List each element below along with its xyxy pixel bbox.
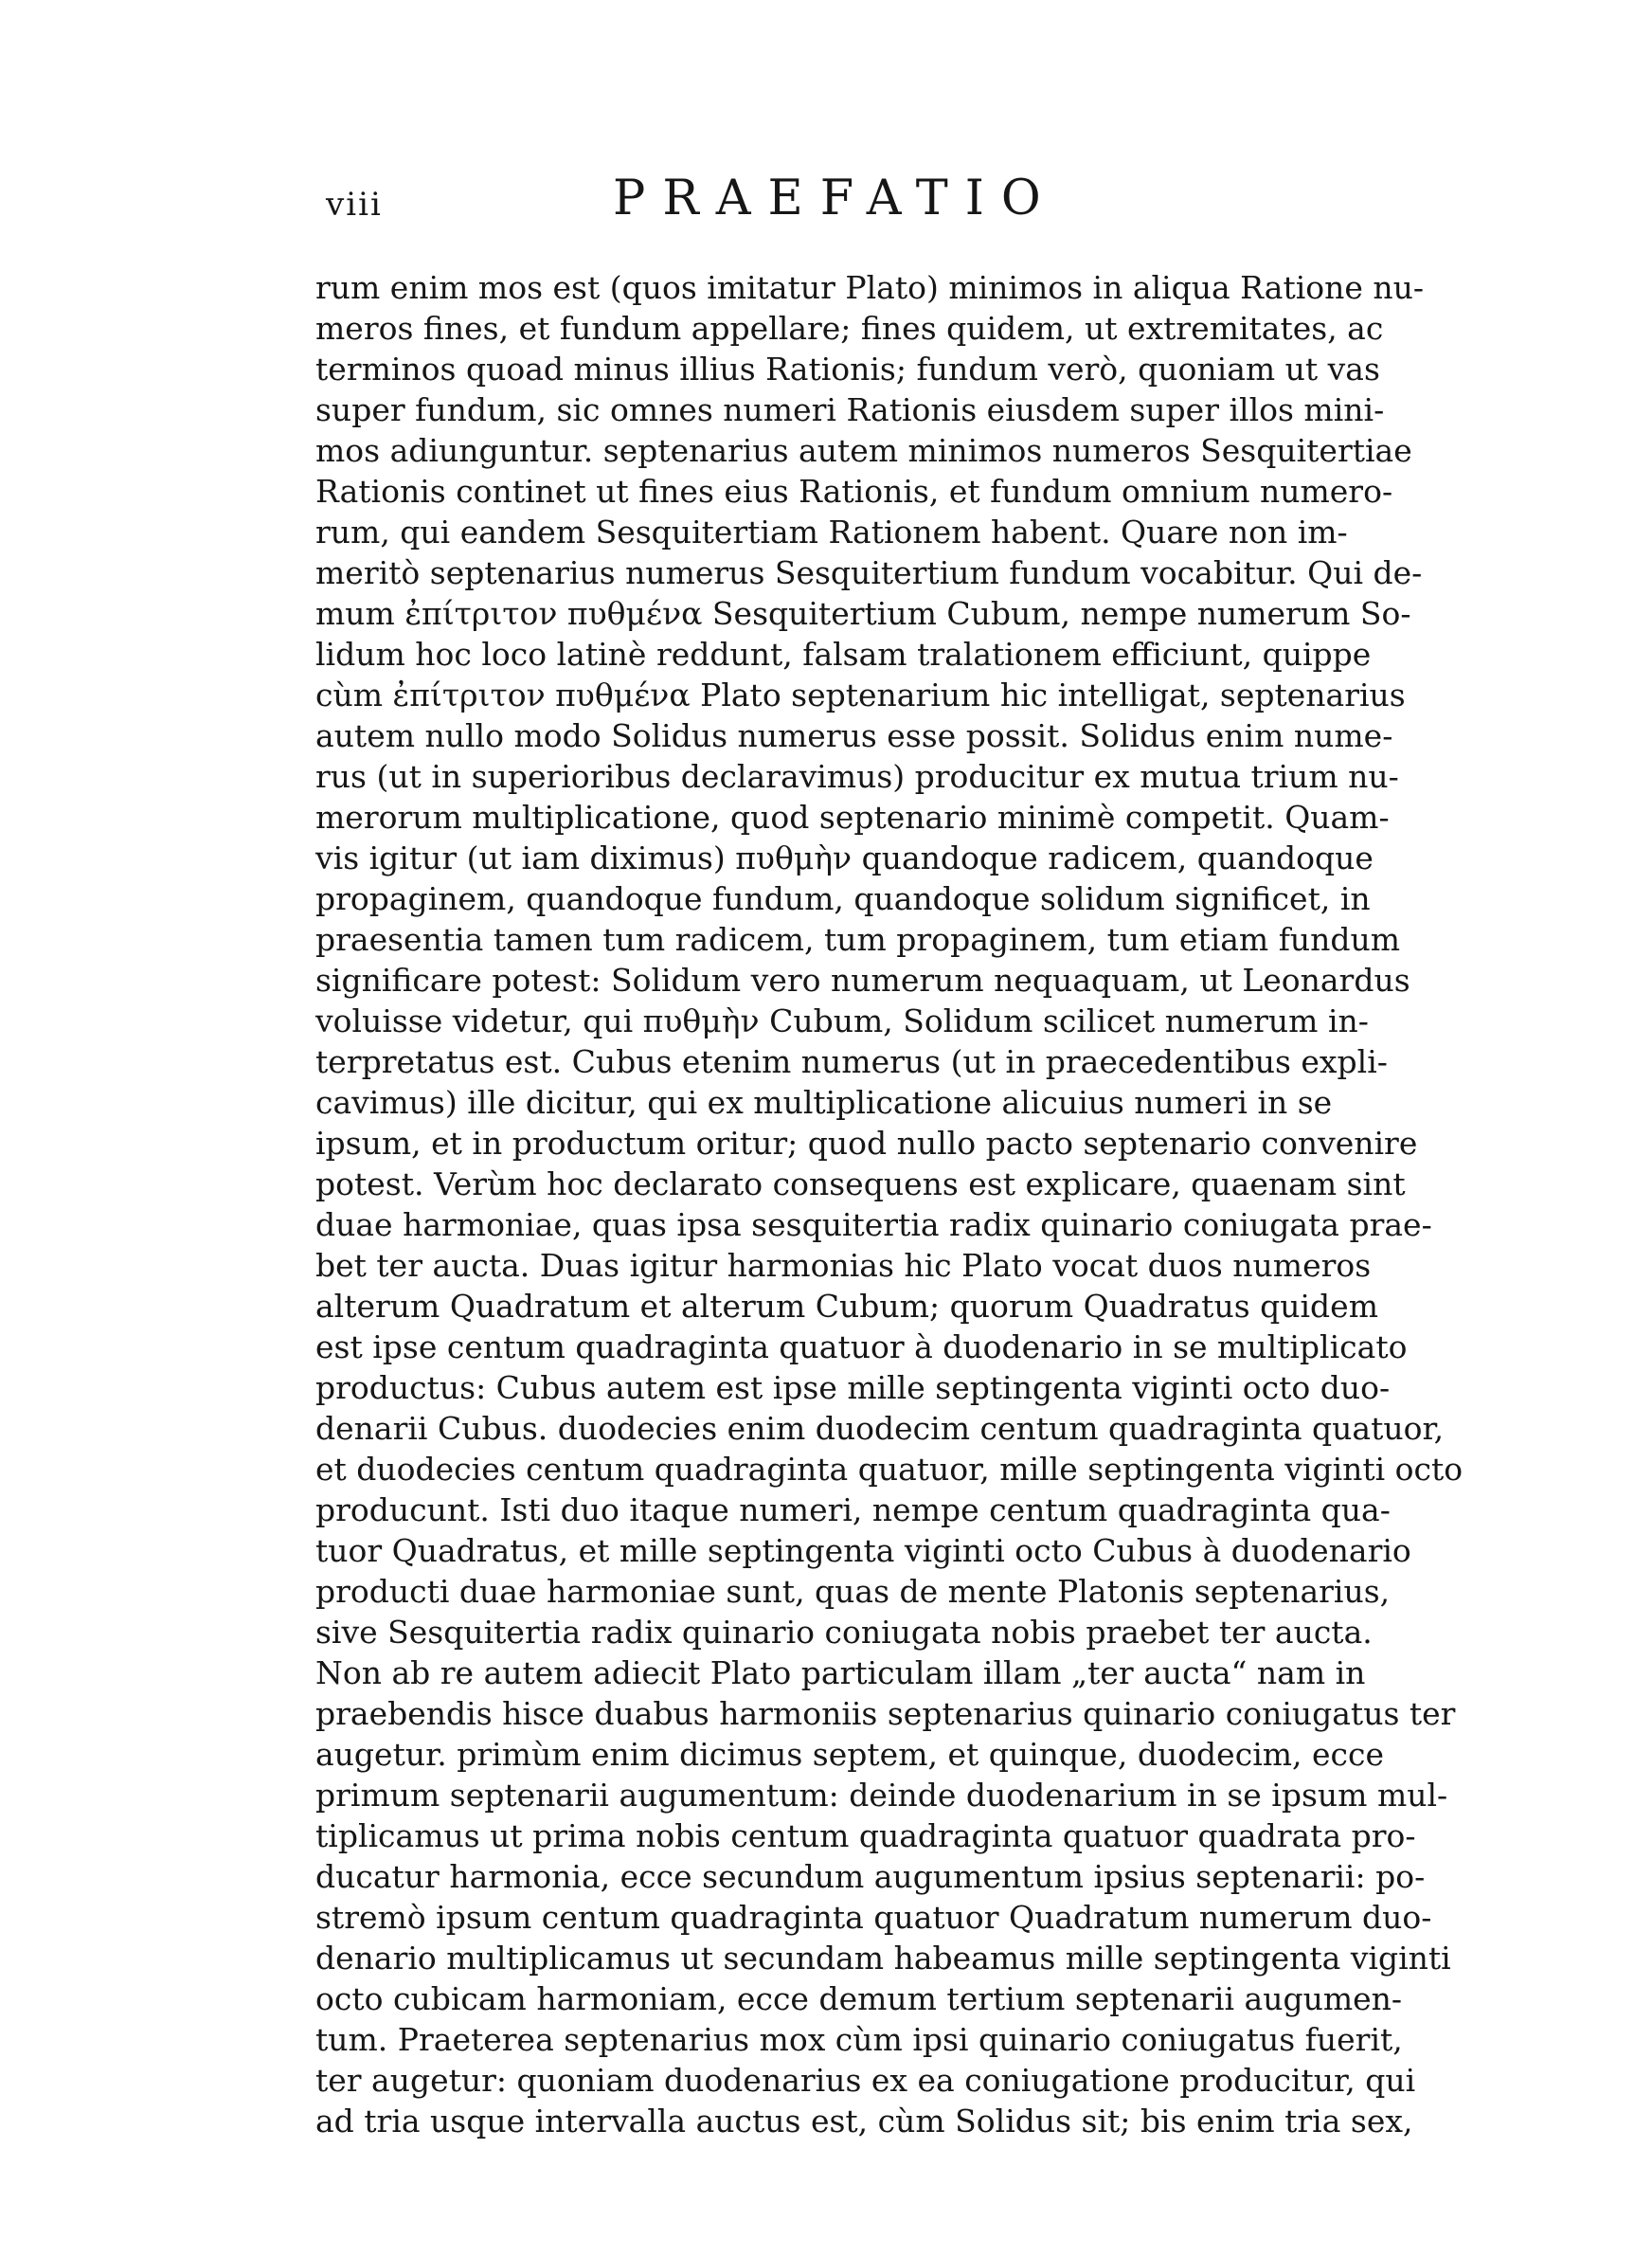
text-line: ad tria usque intervalla auctus est, cùm Solidus sit; bis enim tria sex, (315, 2103, 1413, 2140)
text-line: ter augetur: quoniam duodenarius ex ea coniugatione producitur, qui (315, 2062, 1416, 2099)
text-line: voluisse videtur, qui πυθμὴν Cubum, Solidum scilicet numerum in- (315, 1002, 1369, 1039)
text-line: praebendis hisce duabus harmoniis septenarius quinario coniugatus ter (315, 1695, 1456, 1732)
text-line: producti duae harmoniae sunt, quas de mente Platonis septenarius, (315, 1573, 1391, 1610)
text-line: meritò septenarius numerus Sesquitertium fundum vocabitur. Qui de- (315, 554, 1423, 591)
text-line: meros fines, et fundum appellare; fines quidem, ut extremitates, ac (315, 310, 1384, 347)
text-line: potest. Verùm hoc declarato consequens est explicare, quaenam sint (315, 1165, 1406, 1202)
text-line: Rationis continet ut fines eius Rationis, et fundum omnium numero- (315, 473, 1393, 510)
text-line: rum, qui eandem Sesquitertiam Rationem habent. Quare non im- (315, 514, 1348, 551)
body-text (315, 267, 1463, 2141)
text-line: tuor Quadratus, et mille septingenta viginti octo Cubus à duodenario (315, 1532, 1411, 1569)
text-line: mos adiunguntur. septenarius autem minimos numeros Sesquitertiae (315, 432, 1412, 469)
text-line: productus: Cubus autem est ipse mille septingenta viginti octo duo- (315, 1369, 1391, 1406)
text-line: ipsum, et in productum oritur; quod nullo pacto septenario convenire (315, 1125, 1418, 1162)
text-line: est ipse centum quadraginta quatuor à duodenario in se multiplicato (315, 1328, 1408, 1365)
text-line: rus (ut in superioribus declaravimus) producitur ex mutua trium nu- (315, 758, 1399, 795)
text-line: duae harmoniae, quas ipsa sesquitertia radix quinario coniugata prae- (315, 1206, 1432, 1243)
text-line: augetur. primùm enim dicimus septem, et quinque, duodecim, ecce (315, 1736, 1385, 1773)
text-line: producunt. Isti duo itaque numeri, nempe centum quadraginta qua- (315, 1491, 1391, 1528)
text-line: terpretatus est. Cubus etenim numerus (ut in praecedentibus expli- (315, 1043, 1388, 1080)
text-line: octo cubicam harmoniam, ecce demum tertium septenarii augumen- (315, 1980, 1403, 2017)
text-line: denario multiplicamus ut secundam habeamus mille septingenta viginti (315, 1940, 1451, 1977)
text-line: tum. Praeterea septenarius mox cùm ipsi quinario coniugatus fuerit, (315, 2021, 1403, 2058)
text-line: autem nullo modo Solidus numerus esse possit. Solidus enim nume- (315, 717, 1393, 754)
text-line: cavimus) ille dicitur, qui ex multiplicatione alicuius numeri in se (315, 1084, 1333, 1121)
text-line: super fundum, sic omnes numeri Rationis eiusdem super illos mini- (315, 391, 1385, 428)
text-line: bet ter aucta. Duas igitur harmonias hic Plato vocat duos numeros (315, 1247, 1372, 1284)
text-line: denarii Cubus. duodecies enim duodecim centum quadraginta quatuor, (315, 1410, 1445, 1447)
text-line: alterum Quadratum et alterum Cubum; quorum Quadratus quidem (315, 1288, 1378, 1325)
text-line: propaginem, quandoque fundum, quandoque solidum significet, in (315, 880, 1371, 917)
text-line: merorum multiplicatione, quod septenario minimè competit. Quam- (315, 799, 1390, 836)
text-line: rum enim mos est (quos imitatur Plato) minimos in aliqua Ratione nu- (315, 269, 1425, 306)
text-line: praesentia tamen tum radicem, tum propaginem, tum etiam fundum (315, 921, 1401, 958)
text-line: tiplicamus ut prima nobis centum quadraginta quatuor quadrata pro- (315, 1817, 1416, 1854)
text-line: vis igitur (ut iam diximus) πυθμὴν quandoque radicem, quandoque (315, 840, 1374, 876)
text-line: mum ἐπίτριτον πυθμένα Sesquitertium Cubum, nempe numerum So- (315, 595, 1411, 632)
page-number: viii (326, 186, 383, 224)
text-line: sive Sesquitertia radix quinario coniugata nobis praebet ter aucta. (315, 1614, 1373, 1651)
text-line: significare potest: Solidum vero numerum nequaquam, ut Leonardus (315, 962, 1410, 999)
text-line: terminos quoad minus illius Rationis; fundum verò, quoniam ut vas (315, 351, 1380, 388)
text-line: lidum hoc loco latinè reddunt, falsam tralationem efficiunt, quippe (315, 636, 1372, 673)
text-line: Non ab re autem adiecit Plato particulam illam „ter aucta“ nam in (315, 1654, 1366, 1691)
text-line: ducatur harmonia, ecce secundum augumentum ipsius septenarii: po- (315, 1858, 1426, 1895)
text-line: cùm ἐπίτριτον πυθμένα Plato septenarium hic intelligat, septenarius (315, 677, 1406, 713)
text-line: stremò ipsum centum quadraginta quatuor Quadratum numerum duo- (315, 1899, 1432, 1936)
text-line: primum septenarii augumentum: deinde duodenarium in se ipsum mul- (315, 1777, 1448, 1814)
running-title: PRAEFATIO (613, 171, 1058, 226)
text-line: et duodecies centum quadraginta quatuor, mille septingenta viginti octo (315, 1451, 1463, 1488)
